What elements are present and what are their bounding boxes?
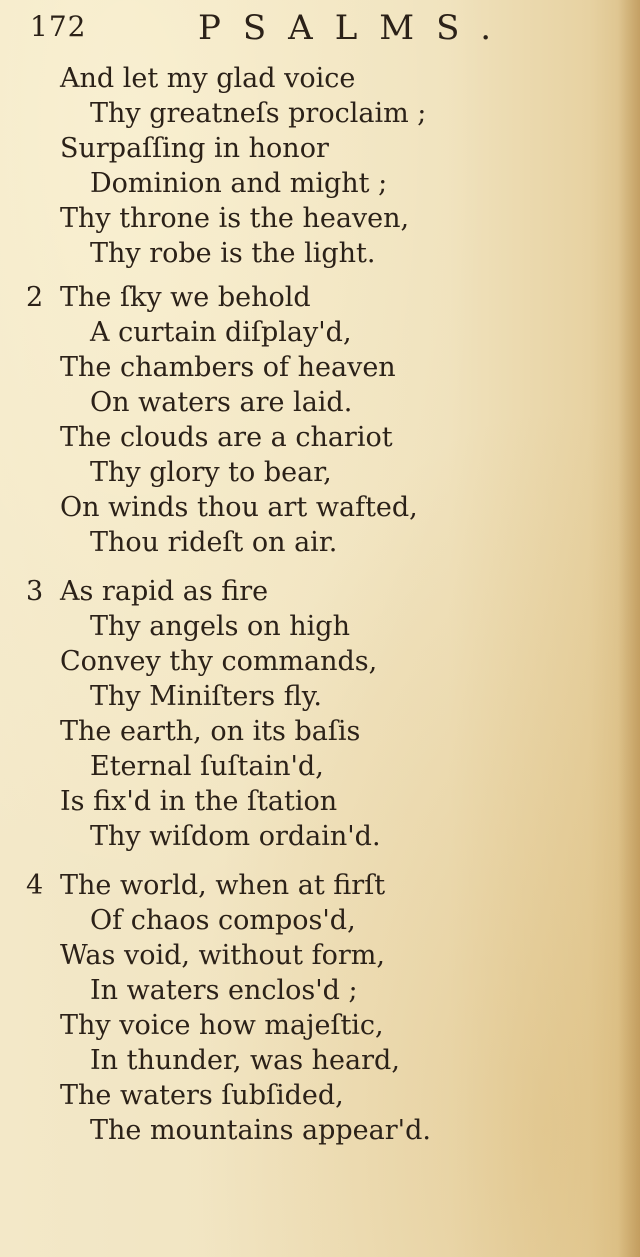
verse-line: Thy angels on high <box>90 611 350 642</box>
page-number: 172 <box>30 10 87 43</box>
verse-line: Thy glory to bear, <box>90 457 332 488</box>
verse-line: As rapid as fire <box>60 576 269 607</box>
verse-line: And let my glad voice <box>60 63 356 94</box>
verse-line: Thy voice how majeſtic, <box>60 1010 384 1041</box>
verse-line: Eternal ſuſtain'd, <box>90 751 324 782</box>
verse-line: On waters are laid. <box>90 387 353 418</box>
verse-line: Surpaſſing in honor <box>60 133 329 164</box>
verse-line: Was void, without form, <box>60 940 385 971</box>
verse-line: The mountains appear'd. <box>90 1115 431 1146</box>
verse-line: The world, when at firſt <box>60 870 386 901</box>
verse-line: In thunder, was heard, <box>90 1045 400 1076</box>
verse-line: The earth, on its baſis <box>60 716 361 747</box>
verse-line: The ſky we behold <box>60 282 311 313</box>
verse-line: Is fix'd in the ſtation <box>60 786 338 817</box>
stanza-number: 4 <box>26 870 44 901</box>
verse-line: A curtain diſplay'd, <box>90 317 352 348</box>
verse-line: Convey thy commands, <box>60 646 378 677</box>
verse-line: The chambers of heaven <box>60 352 396 383</box>
stanza-number: 2 <box>26 282 44 313</box>
verse-line: Thy throne is the heaven, <box>60 203 410 234</box>
verse-line: Thou rideſt on air. <box>90 527 338 558</box>
verse-line: The clouds are a chariot <box>60 422 393 453</box>
verse-line: Thy wiſdom ordain'd. <box>90 821 381 852</box>
verse-line: In waters enclos'd ; <box>90 975 358 1006</box>
verse-line: Thy robe is the light. <box>90 238 376 269</box>
verse-line: Thy Miniſters fly. <box>90 681 322 712</box>
stanza-number: 3 <box>26 576 44 607</box>
running-head: PSALMS. <box>198 8 514 48</box>
page-header <box>30 8 514 50</box>
verse-line: The waters ſubſided, <box>60 1080 344 1111</box>
verse-line: On winds thou art wafted, <box>60 492 418 523</box>
verse-line: Dominion and might ; <box>90 168 388 199</box>
page-gutter-shading <box>618 0 640 1257</box>
verse-line: Thy greatneſs proclaim ; <box>90 98 427 129</box>
verse-line: Of chaos compos'd, <box>90 905 356 936</box>
